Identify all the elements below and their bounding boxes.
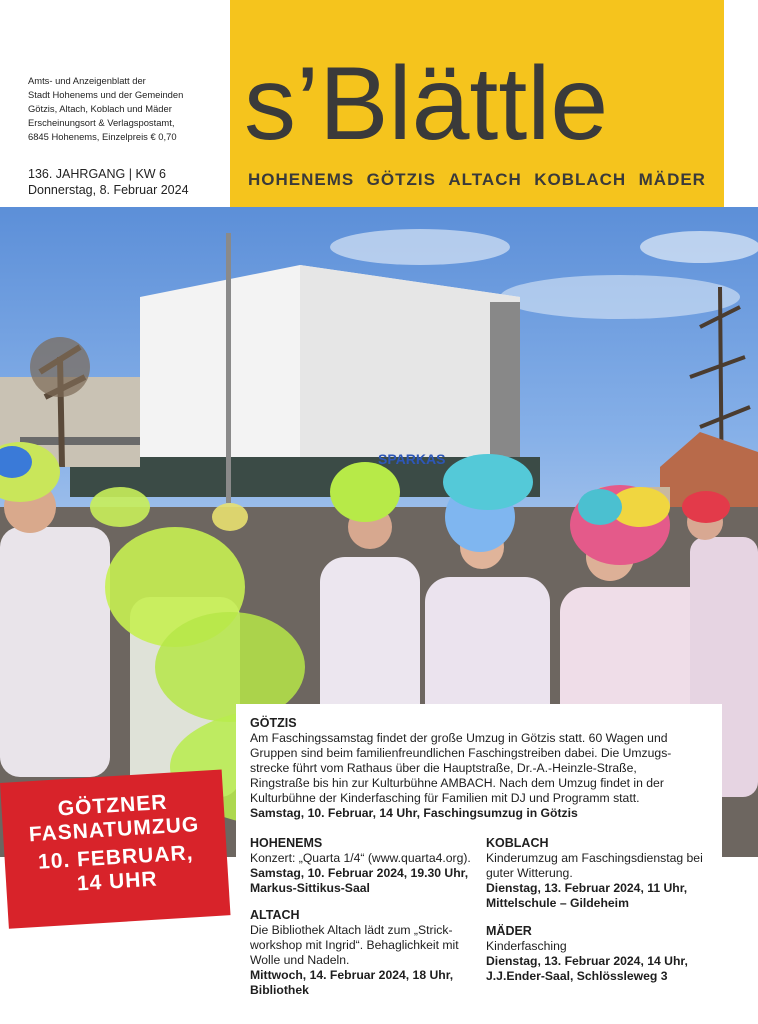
event-text: Kulturbühne der Kinderfasching für Familien mit DJ und Programm statt. [250,791,640,805]
imprint-line: Götzis, Altach, Koblach und Mäder [28,103,172,114]
badge-line: 14 UHR [76,867,159,896]
town-goetzis: GÖTZIS [366,170,436,189]
event-text: Am Faschingssamstag findet der große Umzug in Götzis statt. 60 Wagen und [250,731,668,745]
event-text: workshop mit Ingrid“. Behaglichkeit mit [250,938,459,952]
masthead [230,0,724,216]
event-text: Ringstraße bis hin zur Kulturbühne AMBACH. Nach dem Umzug findet in der [250,776,664,790]
parade-badge [0,769,230,928]
town-altach: ALTACH [448,170,522,189]
event-when: Samstag, 10. Februar, 14 Uhr, Faschingsumzug in Götzis [250,806,578,820]
event-text: Konzert: „Quarta 1/4“ (www.quarta4.org). [250,851,471,865]
event-koblach [486,836,722,911]
event-hohenems [250,836,478,896]
event-maeder [486,924,722,984]
event-when: J.J.Ender-Saal, Schlössleweg 3 [486,969,668,983]
imprint [28,74,228,144]
imprint-line: Stadt Hohenems und der Gemeinden [28,89,184,100]
event-altach [250,908,486,998]
imprint-line: Amts- und Anzeigenblatt der [28,75,146,86]
masthead-title: s’Blättle [244,46,609,162]
issue-volume: 136. JAHRGANG | KW 6 [28,167,167,181]
badge-line: 10. FEBRUAR, [37,841,195,874]
event-text: Gruppen sind beim familienfreundlichen Faschingstreiben dabei. Die Umzugs- [250,746,672,760]
event-heading: ALTACH [250,908,300,922]
event-text: guter Witterung. [486,866,573,880]
issue-info [28,166,228,198]
event-text: Kinderumzug am Faschingsdienstag bei [486,851,703,865]
event-when: Mittelschule – Gildeheim [486,896,629,910]
badge-line: FASNATUMZUG [28,812,200,847]
event-when: Samstag, 10. Februar 2024, 19.30 Uhr, [250,866,469,880]
event-text: Wolle und Nadeln. [250,953,350,967]
event-when: Bibliothek [250,983,309,997]
event-when: Dienstag, 13. Februar 2024, 14 Uhr, [486,954,688,968]
town-hohenems: HOHENEMS [248,170,355,189]
event-goetzis [250,716,716,821]
town-maeder: MÄDER [638,170,706,189]
event-text: Die Bibliothek Altach lädt zum „Strick- [250,923,453,937]
imprint-line: 6845 Hohenems, Einzelpreis € 0,70 [28,131,177,142]
event-heading: HOHENEMS [250,836,323,850]
bank-sign: SPARKAS [378,451,446,467]
issue-date: Donnerstag, 8. Februar 2024 [28,183,189,197]
event-text: Kinderfasching [486,939,567,953]
event-when: Mittwoch, 14. Februar 2024, 18 Uhr, [250,968,454,982]
event-heading: MÄDER [486,924,532,938]
event-when: Dienstag, 13. Februar 2024, 11 Uhr, [486,881,688,895]
masthead-towns [248,170,706,190]
event-heading: KOBLACH [486,836,549,850]
badge-line: GÖTZNER [57,790,169,821]
town-koblach: KOBLACH [534,170,627,189]
event-heading: GÖTZIS [250,716,297,730]
events-box [236,704,722,1020]
event-when: Markus-Sittikus-Saal [250,881,370,895]
imprint-line: Erscheinungsort & Verlagspostamt, [28,117,175,128]
event-text: strecke führt vom Rathaus über die Hauptstraße, Dr.-A.-Heinzle-Straße, [250,761,637,775]
